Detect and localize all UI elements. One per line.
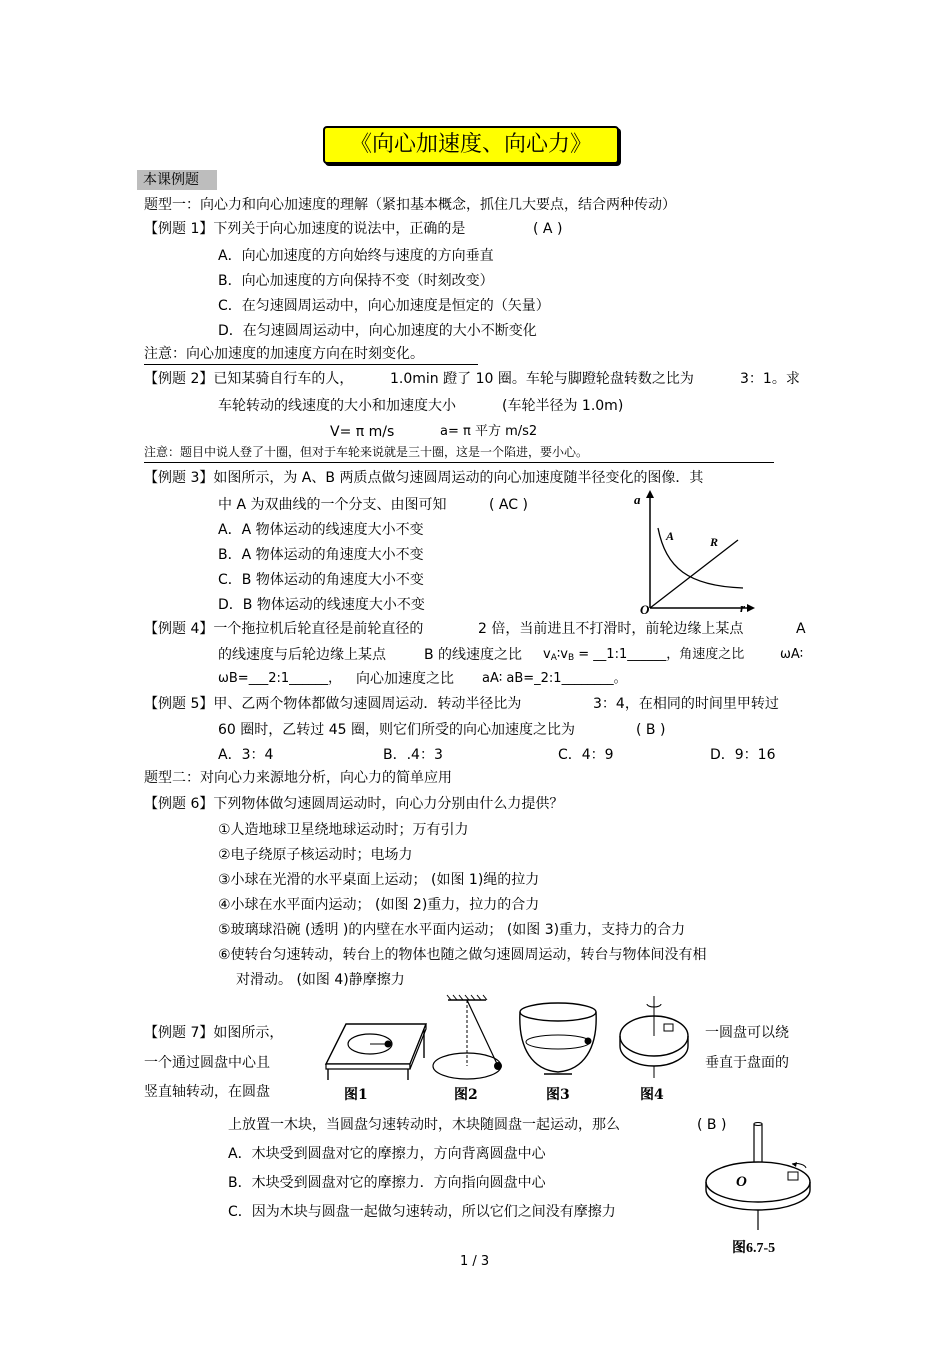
ex2-v-answer: V= π m/s: [330, 424, 395, 440]
ex6-item-6: ⑥使转台匀速转动，转台上的物体也随之做匀速圆周运动，转台与物体间没有相: [218, 947, 707, 963]
ex1-option-a: A．向心加速度的方向始终与速度的方向垂直: [218, 248, 494, 264]
ex5-line1b: 3：4，在相同的时间里甲转过: [593, 696, 779, 712]
ex1-note: 注意：向心加速度的加速度方向在时刻变化。: [144, 346, 424, 362]
fig-6-7-5-label: 图6.7-5: [732, 1241, 776, 1256]
figure-3-bowl: [520, 1003, 596, 1074]
ex1-answer: ( A ): [533, 221, 563, 237]
ex7-right-1: 一圆盘可以绕: [705, 1025, 789, 1041]
ex5-option-d: D．9：16: [710, 747, 776, 763]
ex7-answer: ( B ): [697, 1117, 727, 1133]
ex4-ratio-v: $v_A∶v_B$ = __1:1______，角速度之比: [543, 647, 745, 663]
graph-x-label: r: [740, 600, 746, 615]
ex2-line2a: 车轮转动的线速度的大小和加速度大小: [218, 398, 456, 414]
ex3-line2b: ( AC ): [489, 497, 528, 513]
ex6-item-3: ③小球在光滑的水平桌面上运动； (如图 1)绳的拉力: [218, 872, 540, 888]
figure-4-turntable: [620, 996, 688, 1078]
figure-2-label: 图2: [454, 1087, 478, 1103]
figure-3-label: 图3: [546, 1087, 570, 1103]
page-number: 1 / 3: [460, 1254, 490, 1269]
graph-origin: O: [640, 602, 650, 616]
ex6-item-4: ④小球在水平面内运动； (如图 2)重力，拉力的合力: [218, 897, 540, 913]
ex5-option-a: A．3：4: [218, 747, 274, 763]
ex6-item-2: ②电子绕原子核运动时；电场力: [218, 847, 413, 863]
type2-heading: 题型二：对向心力来源地分析，向心力的简单应用: [144, 770, 452, 786]
ex2-line1c: 3：1。求: [740, 371, 800, 387]
ex3-line2a: 中 A 为双曲线的一个分支、由图可知: [218, 497, 447, 513]
ex7-left-3: 竖直轴转动，在圆盘: [144, 1084, 270, 1100]
figures-1-4: [318, 994, 694, 1106]
ex2-note: 注意：题目中说人登了十圈，但对于车轮来说就是三十圈，这是一个陷进，要小心。: [144, 445, 589, 459]
ex7-option-c: C．因为木块与圆盘一起做匀速转动，所以它们之间没有摩擦力: [228, 1204, 616, 1220]
ex4-line3c: aA∶ aB=_2:1________。: [482, 671, 627, 686]
ex1-option-c: C．在匀速圆周运动中，向心加速度是恒定的（矢量）: [218, 298, 550, 314]
section-tag: 本课例题: [137, 170, 217, 190]
ex2-a-answer: a= π 平方 m/s2: [440, 424, 538, 439]
ex2-line1a: 【例题 2】已知某骑自行车的人，: [144, 371, 354, 387]
ex1-stem: 【例题 1】下列关于向心加速度的说法中，正确的是: [144, 221, 466, 237]
figure-4-label: 图4: [640, 1087, 664, 1103]
graph-x-arrow: [747, 604, 755, 612]
ex2-line1b: 1.0min 蹬了 10 圈。车轮与脚蹬轮盘转数之比为: [390, 371, 694, 387]
ex4-line2a: 的线速度与后轮边缘上某点: [218, 647, 386, 663]
graph-line-b-label: R: [710, 535, 719, 549]
ex5-line2b: ( B ): [636, 722, 666, 738]
ex5-option-b: B．.4：3: [383, 747, 443, 763]
ex4-line1b: 2 倍，当前进且不打滑时，前轮边缘上某点: [478, 621, 744, 637]
ex4-line1a: 【例题 4】一个拖拉机后轮直径是前轮直径的: [144, 621, 424, 637]
ex7-right-2: 垂直于盘面的: [705, 1055, 789, 1071]
figure-6-7-5: [700, 1120, 820, 1260]
ex4-omega-a: ωA∶: [780, 647, 804, 662]
divider: [144, 364, 478, 365]
ex6-item-6-cont: 对滑动。 (如图 4)静摩擦力: [236, 972, 405, 988]
ex7-option-b: B．木块受到圆盘对它的摩擦力．方向指向圆盘中心: [228, 1175, 546, 1191]
ex7-left-2: 一个通过圆盘中心且: [144, 1055, 270, 1071]
ex6-item-5: ⑤玻璃球沿碗 (透明 )的内壁在水平面内运动； (如图 3)重力，支持力的合力: [218, 922, 686, 938]
ex4-line3b: 向心加速度之比: [356, 671, 454, 687]
ex3-graph: [628, 488, 758, 616]
ex3-option-c: C．B 物体运动的角速度大小不变: [218, 572, 424, 588]
graph-curve-a-label: A: [666, 529, 675, 543]
ex6-stem: 【例题 6】下列物体做匀速圆周运动时，向心力分别由什么力提供？: [144, 796, 564, 812]
ex3-option-b: B．A 物体运动的角速度大小不变: [218, 547, 424, 563]
ex4-line1c: A: [796, 621, 806, 637]
ex5-line2a: 60 圈时，乙转过 45 圈，则它们所受的向心加速度之比为: [218, 722, 575, 738]
type1-heading: 题型一：向心力和向心加速度的理解（紧扣基本概念，抓住几大要点，结合两种传动）: [144, 197, 676, 213]
figure-1-label: 图1: [344, 1087, 368, 1103]
ex2-line2b: (车轮半径为 1.0m): [502, 398, 624, 414]
fig-6-7-5-o: O: [736, 1174, 747, 1190]
ex7-option-a: A．木块受到圆盘对它的摩擦力，方向背离圆盘中心: [228, 1146, 546, 1162]
ex5-option-c: C．4：9: [558, 747, 614, 763]
ex1-option-d: D．在匀速圆周运动中，向心加速度的大小不断变化: [218, 323, 537, 339]
divider: [144, 462, 774, 463]
ex5-line1a: 【例题 5】甲、乙两个物体都做匀速圆周运动．转动半径比为: [144, 696, 522, 712]
graph-y-arrow: [646, 490, 654, 498]
ex7-left-1: 【例题 7】如图所示，: [144, 1025, 284, 1041]
ex7-line: 上放置一木块，当圆盘匀速转动时，木块随圆盘一起运动，那么: [228, 1117, 620, 1133]
ex3-line1: 【例题 3】如图所示，为 A、B 两质点做匀速圆周运动的向心加速度随半径变化的图像．其: [144, 470, 704, 486]
ex4-line3a: ωB=___2:1______，: [218, 671, 342, 686]
line-b: [650, 540, 738, 608]
ex1-option-b: B．向心加速度的方向保持不变（时刻改变）: [218, 273, 494, 289]
figure-2-pendulum: [433, 995, 502, 1079]
ex4-line2b: B 的线速度之比: [424, 647, 523, 663]
ex6-item-1: ①人造地球卫星绕地球运动时；万有引力: [218, 822, 469, 838]
ex3-option-a: A．A 物体运动的线速度大小不变: [218, 522, 424, 538]
figure-1-table: [326, 1024, 426, 1080]
graph-y-label: a: [634, 492, 641, 507]
page-title: 《向心加速度、向心力》: [323, 126, 619, 164]
ex3-option-d: D．B 物体运动的线速度大小不变: [218, 597, 425, 613]
